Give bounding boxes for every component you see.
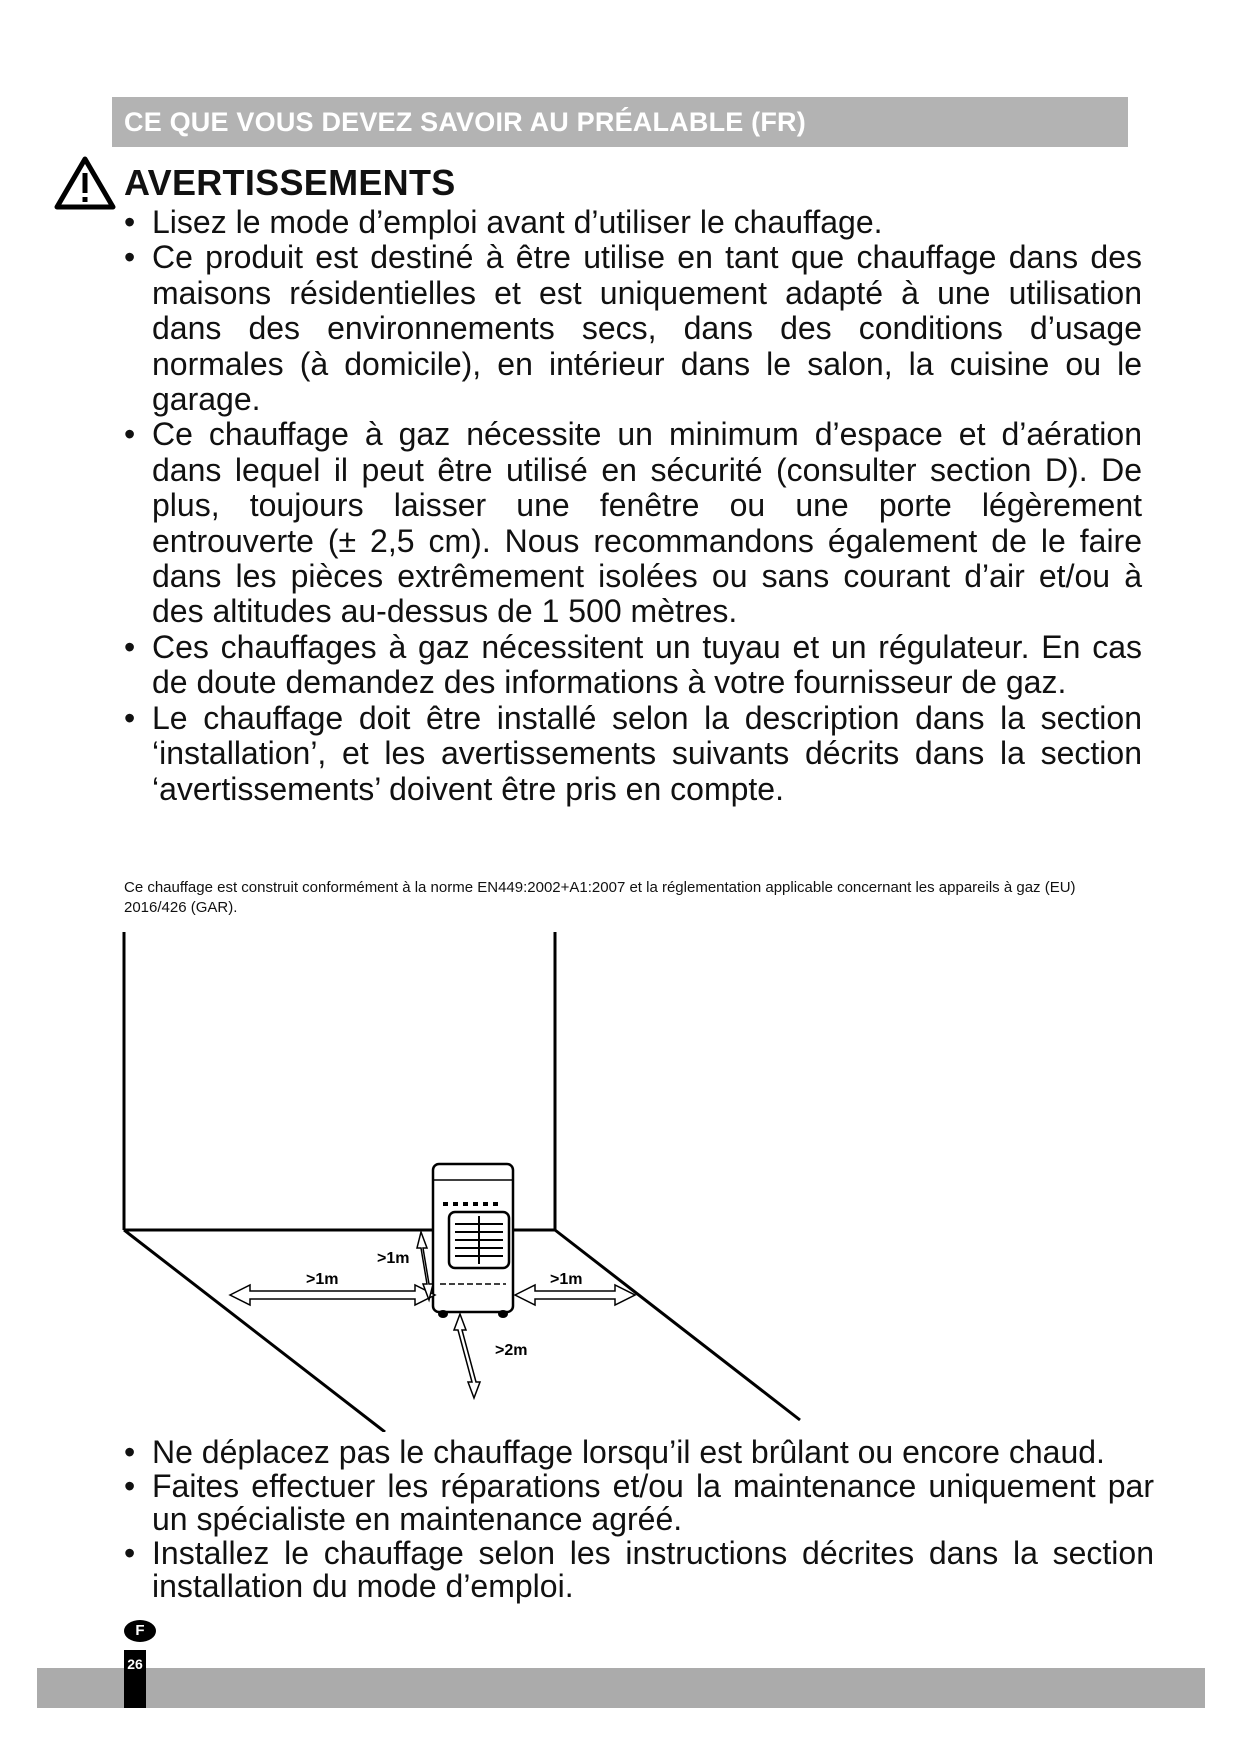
clearance-left-label: >1m [306,1271,339,1288]
list-item: • Ce produit est destiné à être utilise en tant que chauffage dans des maisons résidentielles et est uniquement adapté à une utilisation dans des environnements secs, dans des conditions d’usage normales (à domicile), en intérieur dans le salon, la cuisine ou le garage. [124,240,1142,417]
list-item: • Installez le chauffage selon les instructions décrites dans la section installation du mode d’emploi. [124,1537,1154,1604]
clearance-front-label: >2m [495,1342,528,1359]
list-item: • Faites effectuer les réparations et/ou la maintenance uniquement par un spécialiste en maintenance agréé. [124,1470,1154,1537]
page-number: 26 [124,1650,146,1708]
section-header: CE QUE VOUS DEVEZ SAVOIR AU PRÉALABLE (FR) [112,97,1128,147]
list-item: • Ne déplacez pas le chauffage lorsqu’il est brûlant ou encore chaud. [124,1436,1154,1470]
list-item: • Le chauffage doit être installé selon la description dans la section ‘installation’, et les avertissements suivants décrits dans la section ‘avertissements’ doivent être pris en compte. [124,701,1142,807]
warnings-list [124,205,1142,807]
footer-bar [37,1668,1205,1708]
heater-illustration [433,1164,513,1318]
clearance-top-label: >1m [377,1250,410,1267]
list-item: • Ces chauffages à gaz nécessitent un tuyau et un régulateur. En cas de doute demandez des informations à votre fournisseur de gaz. [124,630,1142,701]
norm-compliance-text: Ce chauffage est construit conformément à la norme EN449:2002+A1:2007 et la réglementation applicable concernant les appareils à gaz (EU) 2016/426 (GAR). [124,879,1076,916]
list-item: • Lisez le mode d’emploi avant d’utiliser le chauffage. [124,205,1142,240]
language-badge: F [124,1620,156,1642]
clearance-right-label: >1m [550,1271,583,1288]
warnings-list-2 [124,1436,1154,1604]
warning-triangle-icon [54,156,116,210]
warnings-title: AVERTISSEMENTS [124,162,456,203]
clearance-diagram [110,932,830,1432]
warnings-heading [54,158,456,208]
list-item: • Ce chauffage à gaz nécessite un minimum d’espace et d’aération dans lequel il peut être utilisé en sécurité (consulter section D). De plus, toujours laisser une fenêtre ou une porte légèrement entrouverte (± 2,5 cm). Nous recommandons également de le faire dans les pièces extrêmement isolées ou sans courant d’air et/ou à des altitudes au-dessus de 1 500 mètres. [124,417,1142,629]
